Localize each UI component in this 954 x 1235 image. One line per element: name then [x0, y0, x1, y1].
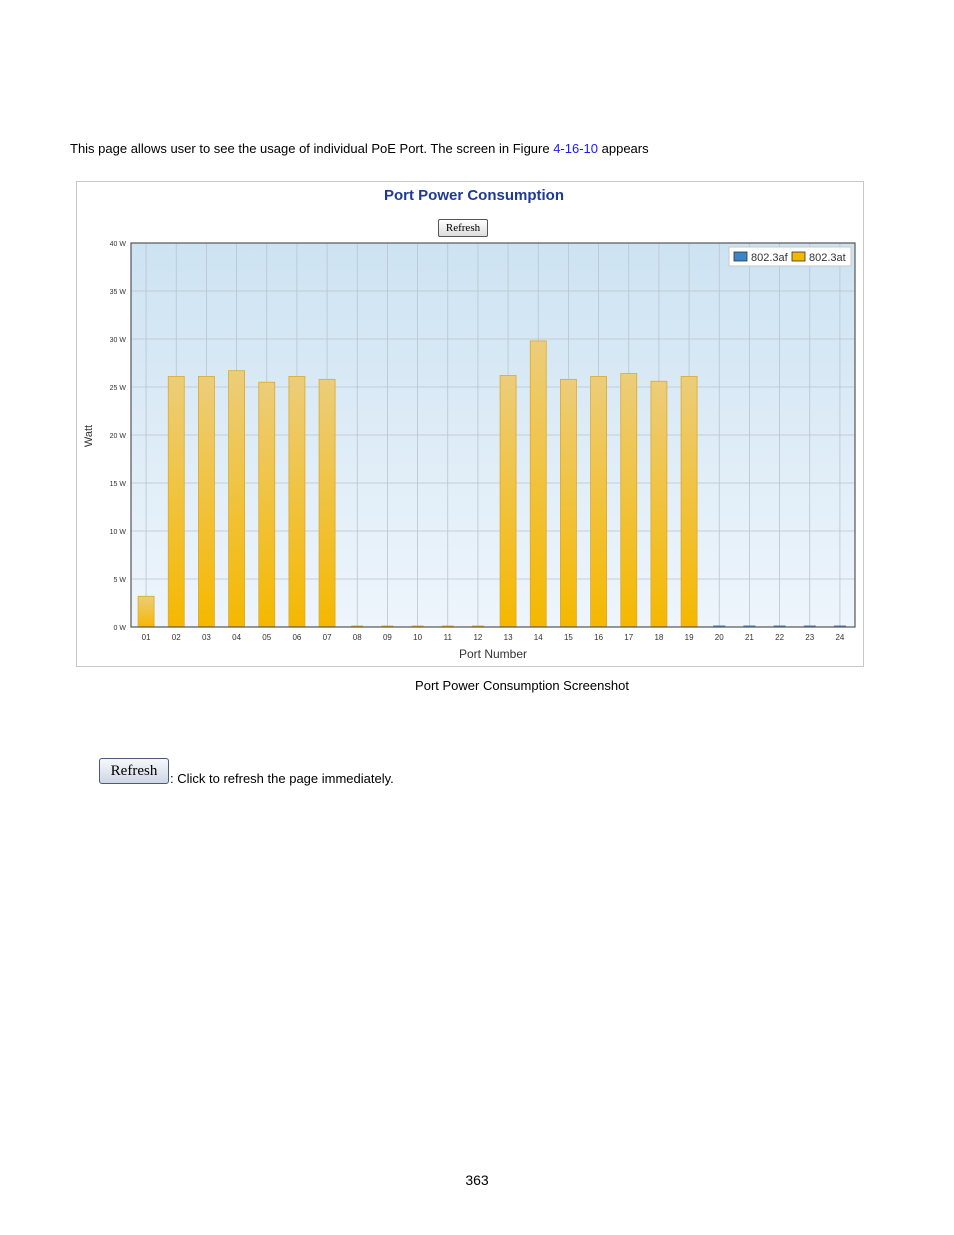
bar-802-3at: [621, 374, 637, 627]
x-tick-label: 24: [835, 633, 845, 642]
x-tick-label: 19: [684, 633, 694, 642]
x-tick-label: 10: [413, 633, 423, 642]
y-tick-label: 15 W: [109, 481, 126, 488]
x-tick-label: 16: [594, 633, 604, 642]
y-axis-label: Watt: [83, 424, 95, 448]
x-tick-label: 04: [232, 633, 242, 642]
x-tick-label: 22: [775, 633, 785, 642]
chart-figure: [76, 181, 864, 667]
x-tick-label: 17: [624, 633, 634, 642]
y-tick-label: 20 W: [109, 433, 126, 440]
x-tick-label: 03: [201, 633, 211, 642]
y-tick-label: 35 W: [109, 289, 126, 296]
refresh-description: : Click to refresh the page immediately.: [170, 771, 394, 786]
chart-legend: [729, 247, 851, 266]
x-tick-label: 09: [382, 633, 392, 642]
intro-text-before: This page allows user to see the usage of individual PoE Port. The screen in Figure: [70, 141, 554, 156]
bar-802-3at: [560, 379, 576, 627]
x-tick-label: 20: [714, 633, 724, 642]
bar-802-3at: [591, 376, 607, 627]
x-tick-label: 06: [292, 633, 302, 642]
bar-802-3at: [229, 371, 245, 627]
bar-802-3at: [138, 596, 154, 627]
bar-802-3at: [530, 341, 546, 627]
x-tick-label: 11: [443, 633, 452, 642]
bar-802-3at: [681, 376, 697, 627]
intro-text: [70, 141, 649, 157]
y-tick-label: 0 W: [113, 625, 126, 632]
x-tick-label: 18: [654, 633, 664, 642]
x-tick-label: 23: [805, 633, 815, 642]
y-tick-label: 40 W: [109, 241, 126, 248]
bar-802-3at: [500, 375, 516, 627]
figure-caption: Port Power Consumption Screenshot: [415, 678, 629, 693]
legend-swatch-af: [734, 252, 747, 261]
legend-swatch-at: [792, 252, 805, 261]
x-tick-label: 02: [171, 633, 181, 642]
y-tick-label: 10 W: [109, 529, 126, 536]
legend-label-af: 802.3af: [751, 252, 788, 264]
x-tick-label: 12: [473, 633, 483, 642]
bar-802-3at: [319, 379, 335, 627]
x-tick-label: 13: [503, 633, 513, 642]
y-tick-label: 5 W: [113, 577, 126, 584]
legend-label-at: 802.3at: [809, 252, 846, 264]
x-tick-label: 07: [322, 633, 332, 642]
page-number: 363: [465, 1172, 489, 1188]
x-tick-label: 08: [352, 633, 362, 642]
figure-link[interactable]: 4-16-10: [553, 141, 599, 156]
chart-title: Port Power Consumption: [384, 187, 564, 204]
bar-802-3at: [168, 376, 184, 627]
refresh-button[interactable]: Refresh: [99, 758, 169, 784]
x-axis-label: Port Number: [458, 647, 528, 661]
x-tick-label: 01: [141, 633, 151, 642]
x-tick-label: 14: [533, 633, 543, 642]
chart-refresh-button[interactable]: Refresh: [438, 219, 488, 237]
x-tick-label: 15: [563, 633, 573, 642]
x-tick-label: 05: [262, 633, 272, 642]
bar-802-3at: [259, 382, 275, 627]
y-tick-label: 30 W: [109, 337, 126, 344]
y-tick-label: 25 W: [109, 385, 126, 392]
power-bar-chart: [77, 182, 863, 666]
bar-802-3at: [651, 381, 667, 627]
bar-802-3at: [289, 376, 305, 627]
intro-text-after: appears: [598, 141, 649, 156]
bar-802-3at: [198, 376, 214, 627]
x-tick-label: 21: [744, 633, 754, 642]
